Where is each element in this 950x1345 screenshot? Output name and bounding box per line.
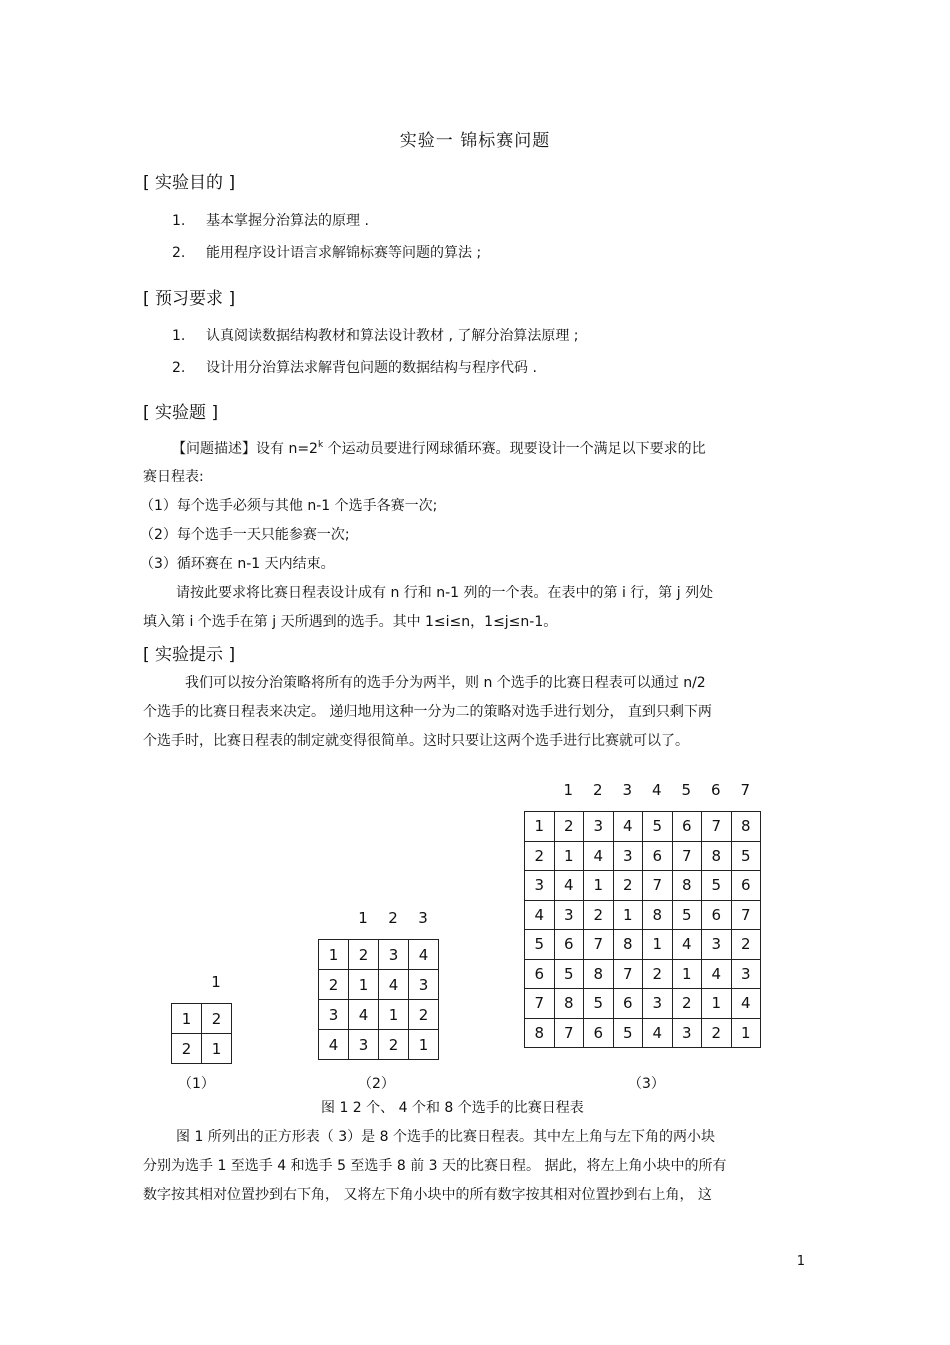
table-cell: 5 <box>525 930 555 960</box>
table-row <box>319 970 439 1000</box>
table-caption: （3） <box>628 1076 665 1092</box>
table-row <box>525 871 761 901</box>
table-cell: 3 <box>613 841 643 871</box>
table-cell: 6 <box>731 871 761 901</box>
item-number: 1. <box>172 213 186 229</box>
schedule-table-2 <box>171 1003 232 1064</box>
section-heading-problem: [ 实验题 ] <box>143 403 219 423</box>
table-cell: 3 <box>643 989 673 1019</box>
table-cell: 8 <box>702 841 732 871</box>
table-cell: 1 <box>702 989 732 1019</box>
table-cell: 1 <box>379 1000 409 1030</box>
table-cell: 2 <box>202 1004 232 1034</box>
day-header: 1 <box>563 781 574 799</box>
desc-text: 个运动员要进行网球循环赛。现要设计一个满足以下要求的比 <box>323 441 706 457</box>
table-row <box>319 940 439 970</box>
day-header: 5 <box>681 781 692 799</box>
item-text: 能用程序设计语言求解锦标赛等问题的算法 ; <box>206 245 482 261</box>
table-row <box>525 959 761 989</box>
table-cell: 8 <box>554 989 584 1019</box>
schedule-table-4 <box>318 939 439 1060</box>
condition-2: （2）每个选手一天只能参赛一次; <box>140 527 350 543</box>
table-cell: 4 <box>409 940 439 970</box>
table-caption: （1） <box>178 1076 215 1092</box>
table-cell: 8 <box>584 959 614 989</box>
table-cell: 4 <box>379 970 409 1000</box>
table-row <box>525 989 761 1019</box>
table-cell: 4 <box>643 1018 673 1048</box>
table-cell: 2 <box>379 1030 409 1060</box>
table-cell: 2 <box>584 900 614 930</box>
table-cell: 7 <box>672 841 702 871</box>
item-text: 认真阅读数据结构教材和算法设计教材 , 了解分治算法原理 ; <box>206 328 579 344</box>
table-cell: 6 <box>584 1018 614 1048</box>
day-header: 1 <box>358 909 368 927</box>
table-cell: 3 <box>409 970 439 1000</box>
day-header: 3 <box>622 781 633 799</box>
table-cell: 4 <box>613 812 643 842</box>
table-cell: 6 <box>672 812 702 842</box>
table-cell: 1 <box>349 970 379 1000</box>
table-cell: 2 <box>319 970 349 1000</box>
table-cell: 5 <box>672 900 702 930</box>
table-cell: 1 <box>172 1004 202 1034</box>
item-text: 设计用分治算法求解背包问题的数据结构与程序代码 . <box>206 360 537 376</box>
item-text: 基本掌握分治算法的原理 . <box>206 213 369 229</box>
table-row <box>172 1004 232 1034</box>
table-cell: 4 <box>319 1030 349 1060</box>
table-cell: 2 <box>613 871 643 901</box>
table-cell: 3 <box>584 812 614 842</box>
day-header: 2 <box>592 781 603 799</box>
table-cell: 4 <box>554 871 584 901</box>
table-cell: 4 <box>349 1000 379 1030</box>
preview-item-2 <box>172 357 537 377</box>
table-caption: （2） <box>358 1076 395 1092</box>
day-header: 1 <box>211 973 221 991</box>
after-line2: 分别为选手 1 至选手 4 和选手 5 至选手 8 前 3 天的比赛日程。 据此，将左上角小块中的所有 <box>143 1158 727 1174</box>
table-cell: 7 <box>643 871 673 901</box>
table-cell: 3 <box>379 940 409 970</box>
desc-superscript: k <box>317 440 324 450</box>
problem-description-line2: 赛日程表: <box>143 469 204 485</box>
desc-text: 【问题描述】设有 n=2 <box>172 441 318 457</box>
table-cell: 2 <box>349 940 379 970</box>
table-cell: 6 <box>525 959 555 989</box>
table-cell: 6 <box>702 900 732 930</box>
after-line3: 数字按其相对位置抄到右下角， 又将左下角小块中的所有数字按其相对位置抄到右上角， 这 <box>143 1187 712 1203</box>
table-cell: 7 <box>554 1018 584 1048</box>
table-cell: 2 <box>172 1034 202 1064</box>
table-row <box>525 812 761 842</box>
hint-line1: 我们可以按分治策略将所有的选手分为两半，则 n 个选手的比赛日程表可以通过 n/2 <box>185 675 706 691</box>
table-cell: 1 <box>584 871 614 901</box>
table-cell: 6 <box>554 930 584 960</box>
item-number: 2. <box>172 360 186 376</box>
table-cell: 5 <box>702 871 732 901</box>
table-cell: 8 <box>613 930 643 960</box>
table-cell: 3 <box>319 1000 349 1030</box>
section-heading-purpose: [ 实验目的 ] <box>143 173 236 193</box>
table-cell: 5 <box>731 841 761 871</box>
table-cell: 3 <box>349 1030 379 1060</box>
day-header: 3 <box>418 909 428 927</box>
after-line1: 图 1 所列出的正方形表（ 3）是 8 个选手的比赛日程表。其中左上角与左下角的两小块 <box>176 1129 715 1145</box>
table-cell: 5 <box>584 989 614 1019</box>
table-row <box>319 1000 439 1030</box>
table-cell: 3 <box>525 871 555 901</box>
day-header: 4 <box>651 781 662 799</box>
figure-caption: 图 1 2 个、 4 个和 8 个选手的比赛日程表 <box>321 1100 584 1116</box>
table-row <box>319 1030 439 1060</box>
condition-1: （1）每个选手必须与其他 n-1 个选手各赛一次; <box>140 498 438 514</box>
condition-3: （3）循环赛在 n-1 天内结束。 <box>140 556 335 572</box>
table-cell: 2 <box>525 841 555 871</box>
table-cell: 4 <box>702 959 732 989</box>
purpose-item-2 <box>172 242 481 262</box>
table-cell: 2 <box>731 930 761 960</box>
table-cell: 4 <box>672 930 702 960</box>
table-cell: 7 <box>702 812 732 842</box>
table-cell: 6 <box>643 841 673 871</box>
table-cell: 5 <box>643 812 673 842</box>
table-cell: 2 <box>702 1018 732 1048</box>
table-cell: 8 <box>643 900 673 930</box>
table-cell: 1 <box>613 900 643 930</box>
table-cell: 6 <box>613 989 643 1019</box>
table-cell: 5 <box>613 1018 643 1048</box>
table-cell: 1 <box>525 812 555 842</box>
section-heading-preview: [ 预习要求 ] <box>143 289 236 309</box>
table-cell: 3 <box>731 959 761 989</box>
table-cell: 8 <box>672 871 702 901</box>
day-header: 2 <box>388 909 398 927</box>
table-cell: 2 <box>409 1000 439 1030</box>
preview-item-1 <box>172 325 579 345</box>
table-cell: 1 <box>319 940 349 970</box>
table-cell: 3 <box>702 930 732 960</box>
section-heading-hint: [ 实验提示 ] <box>143 645 236 665</box>
item-number: 2. <box>172 245 186 261</box>
table-cell: 1 <box>731 1018 761 1048</box>
table-cell: 4 <box>525 900 555 930</box>
table-row <box>525 930 761 960</box>
table-cell: 2 <box>554 812 584 842</box>
day-header: 6 <box>710 781 721 799</box>
page-title: 实验一 锦标赛问题 <box>399 131 551 151</box>
table-cell: 1 <box>409 1030 439 1060</box>
table-cell: 1 <box>202 1034 232 1064</box>
table-cell: 7 <box>731 900 761 930</box>
day-header: 7 <box>740 781 751 799</box>
requirement-line1: 请按此要求将比赛日程表设计成有 n 行和 n-1 列的一个表。在表中的第 i 行，第 j 列处 <box>176 585 714 601</box>
hint-line3: 个选手时，比赛日程表的制定就变得很简单。这时只要让这两个选手进行比赛就可以了。 <box>143 733 689 749</box>
table-cell: 4 <box>731 989 761 1019</box>
table-cell: 8 <box>731 812 761 842</box>
page-number: 1 <box>796 1254 805 1269</box>
problem-description-line1 <box>172 438 706 458</box>
item-number: 1. <box>172 328 186 344</box>
table-row <box>525 1018 761 1048</box>
table-cell: 7 <box>525 989 555 1019</box>
table-cell: 7 <box>584 930 614 960</box>
table-cell: 1 <box>672 959 702 989</box>
table-cell: 2 <box>672 989 702 1019</box>
table-cell: 3 <box>554 900 584 930</box>
table-row <box>525 841 761 871</box>
table-cell: 2 <box>643 959 673 989</box>
requirement-line2: 填入第 i 个选手在第 j 天所遇到的选手。其中 1≤i≤n，1≤j≤n-1。 <box>143 614 558 630</box>
table-row <box>525 900 761 930</box>
table-cell: 1 <box>643 930 673 960</box>
table-cell: 3 <box>672 1018 702 1048</box>
schedule-table-8 <box>524 811 761 1048</box>
table-cell: 7 <box>613 959 643 989</box>
table-cell: 8 <box>525 1018 555 1048</box>
table-cell: 1 <box>554 841 584 871</box>
table-row <box>172 1034 232 1064</box>
hint-line2: 个选手的比赛日程表来决定。 递归地用这种一分为二的策略对选手进行划分， 直到只剩下两 <box>143 704 712 720</box>
purpose-item-1 <box>172 210 369 230</box>
table-cell: 5 <box>554 959 584 989</box>
table-cell: 4 <box>584 841 614 871</box>
